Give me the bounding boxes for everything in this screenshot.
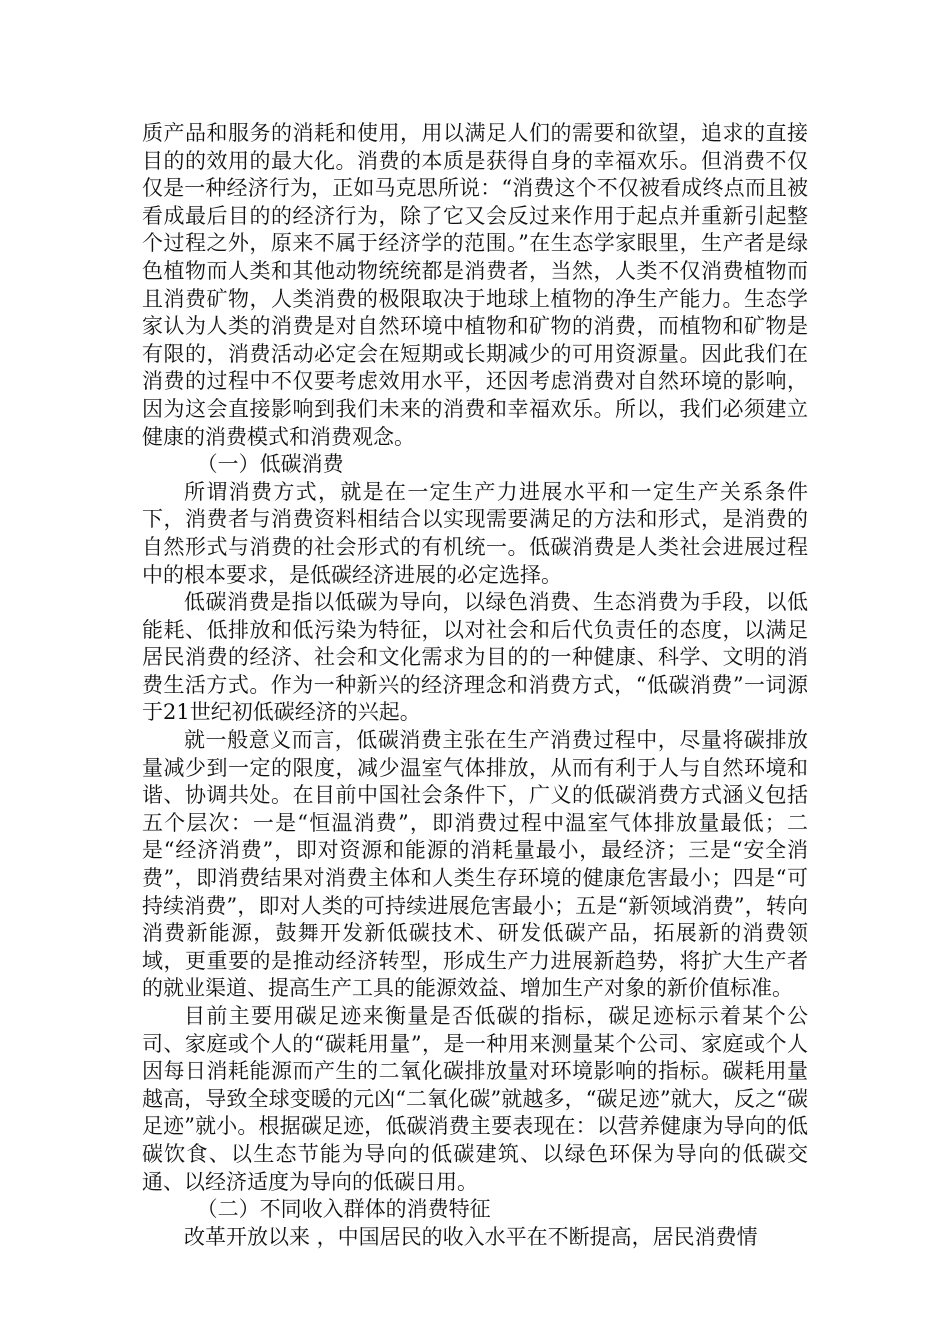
paragraph-five-levels: 就一般意义而言，低碳消费主张在生产消费过程中，尽量将碳排放量减少到一定的限度，减少温室气体排放，从而有利于人与自然环境和谐、协调共处。在目前中国社会条件下，广义的低碳消费方式涵义包括五个层次：一是“恒温消费”，即消费过程中温室气体排放量最低；二是“经济消费”，即对资源和能源的消耗量最小，最经济；三是“安全消费”，即消费结果对消费主体和人类生存环境的健康危害最小；四是“可持续消费”，即对人类的可持续进展危害最小；五是“新领域消费”，转向消费新能源，鼓舞开发新低碳技术、研发低碳产品，拓展新的消费领域，更重要的是推动经济转型，形成生产力进展新趋势，将扩大生产者的就业渠道、提高生产工具的能源效益、增加生产对象的新价值标准。 [142, 728, 808, 1001]
paragraph-low-carbon-definition: 低碳消费是指以低碳为导向，以绿色消费、生态消费为手段，以低能耗、低排放和低污染为特征，以对社会和后代负责任的态度，以满足居民消费的经济、社会和文化需求为目的的一种健康、科学、文明的消费生活方式。作为一种新兴的经济理念和消费方式，“低碳消费”一词源于21世纪初低碳经济的兴起。 [142, 590, 808, 725]
intro-paragraph: 质产品和服务的消耗和使用，用以满足人们的需要和欲望，追求的直接目的的效用的最大化。消费的本质是获得自身的幸福欢乐。但消费不仅仅是一种经济行为，正如马克思所说：“消费这个不仅被看成终点而且被看成最后目的的经济行为，除了它又会反过来作用于起点并重新引起整个过程之外，原来不属于经济学的范围。”在生态学家眼里，生产者是绿色植物而人类和其他动物统统都是消费者，当然，人类不仅消费植物而且消费矿物，人类消费的极限取决于地球上植物的净生产能力。生态学家认为人类的消费是对自然环境中植物和矿物的消费，而植物和矿物是有限的，消费活动必定会在短期或长期减少的可用资源量。因此我们在消费的过程中不仅要考虑效用水平，还因考虑消费对自然环境的影响，因为这会直接影响到我们未来的消费和幸福欢乐。所以，我们必须建立健康的消费模式和消费观念。 [142, 121, 808, 449]
document-page [142, 120, 808, 1251]
paragraph-consumption-mode: 所谓消费方式，就是在一定生产力进展水平和一定生产关系条件下，消费者与消费资料相结合以实现需要满足的方法和形式，是消费的自然形式与消费的社会形式的有机统一。低碳消费是人类社会进展过程中的根本要求，是低碳经济进展的必定选择。 [142, 479, 808, 587]
paragraph-carbon-footprint: 目前主要用碳足迹来衡量是否低碳的指标，碳足迹标示着某个公司、家庭或个人的“碳耗用量”，是一种用来测量某个公司、家庭或个人因每日消耗能源而产生的二氧化碳排放量对环境影响的指标。碳耗用量越高，导致全球变暖的元凶“二氧化碳”就越多，“碳足迹”就大，反之“碳足迹”就小。根据碳足迹，低碳消费主要表现在：以营养健康为导向的低碳饮食、以生态节能为导向的低碳建筑、以绿色环保为导向的低碳交通、以经济适度为导向的低碳日用。 [142, 1004, 808, 1194]
paragraph-reform-opening: 改革开放以来 ，中国居民的收入水平在不断提高，居民消费情 [184, 1224, 758, 1249]
section-heading-income-groups: （二）不同收入群体的消费特征 [196, 1197, 491, 1222]
section-heading-low-carbon: （一）低碳消费 [196, 452, 344, 477]
